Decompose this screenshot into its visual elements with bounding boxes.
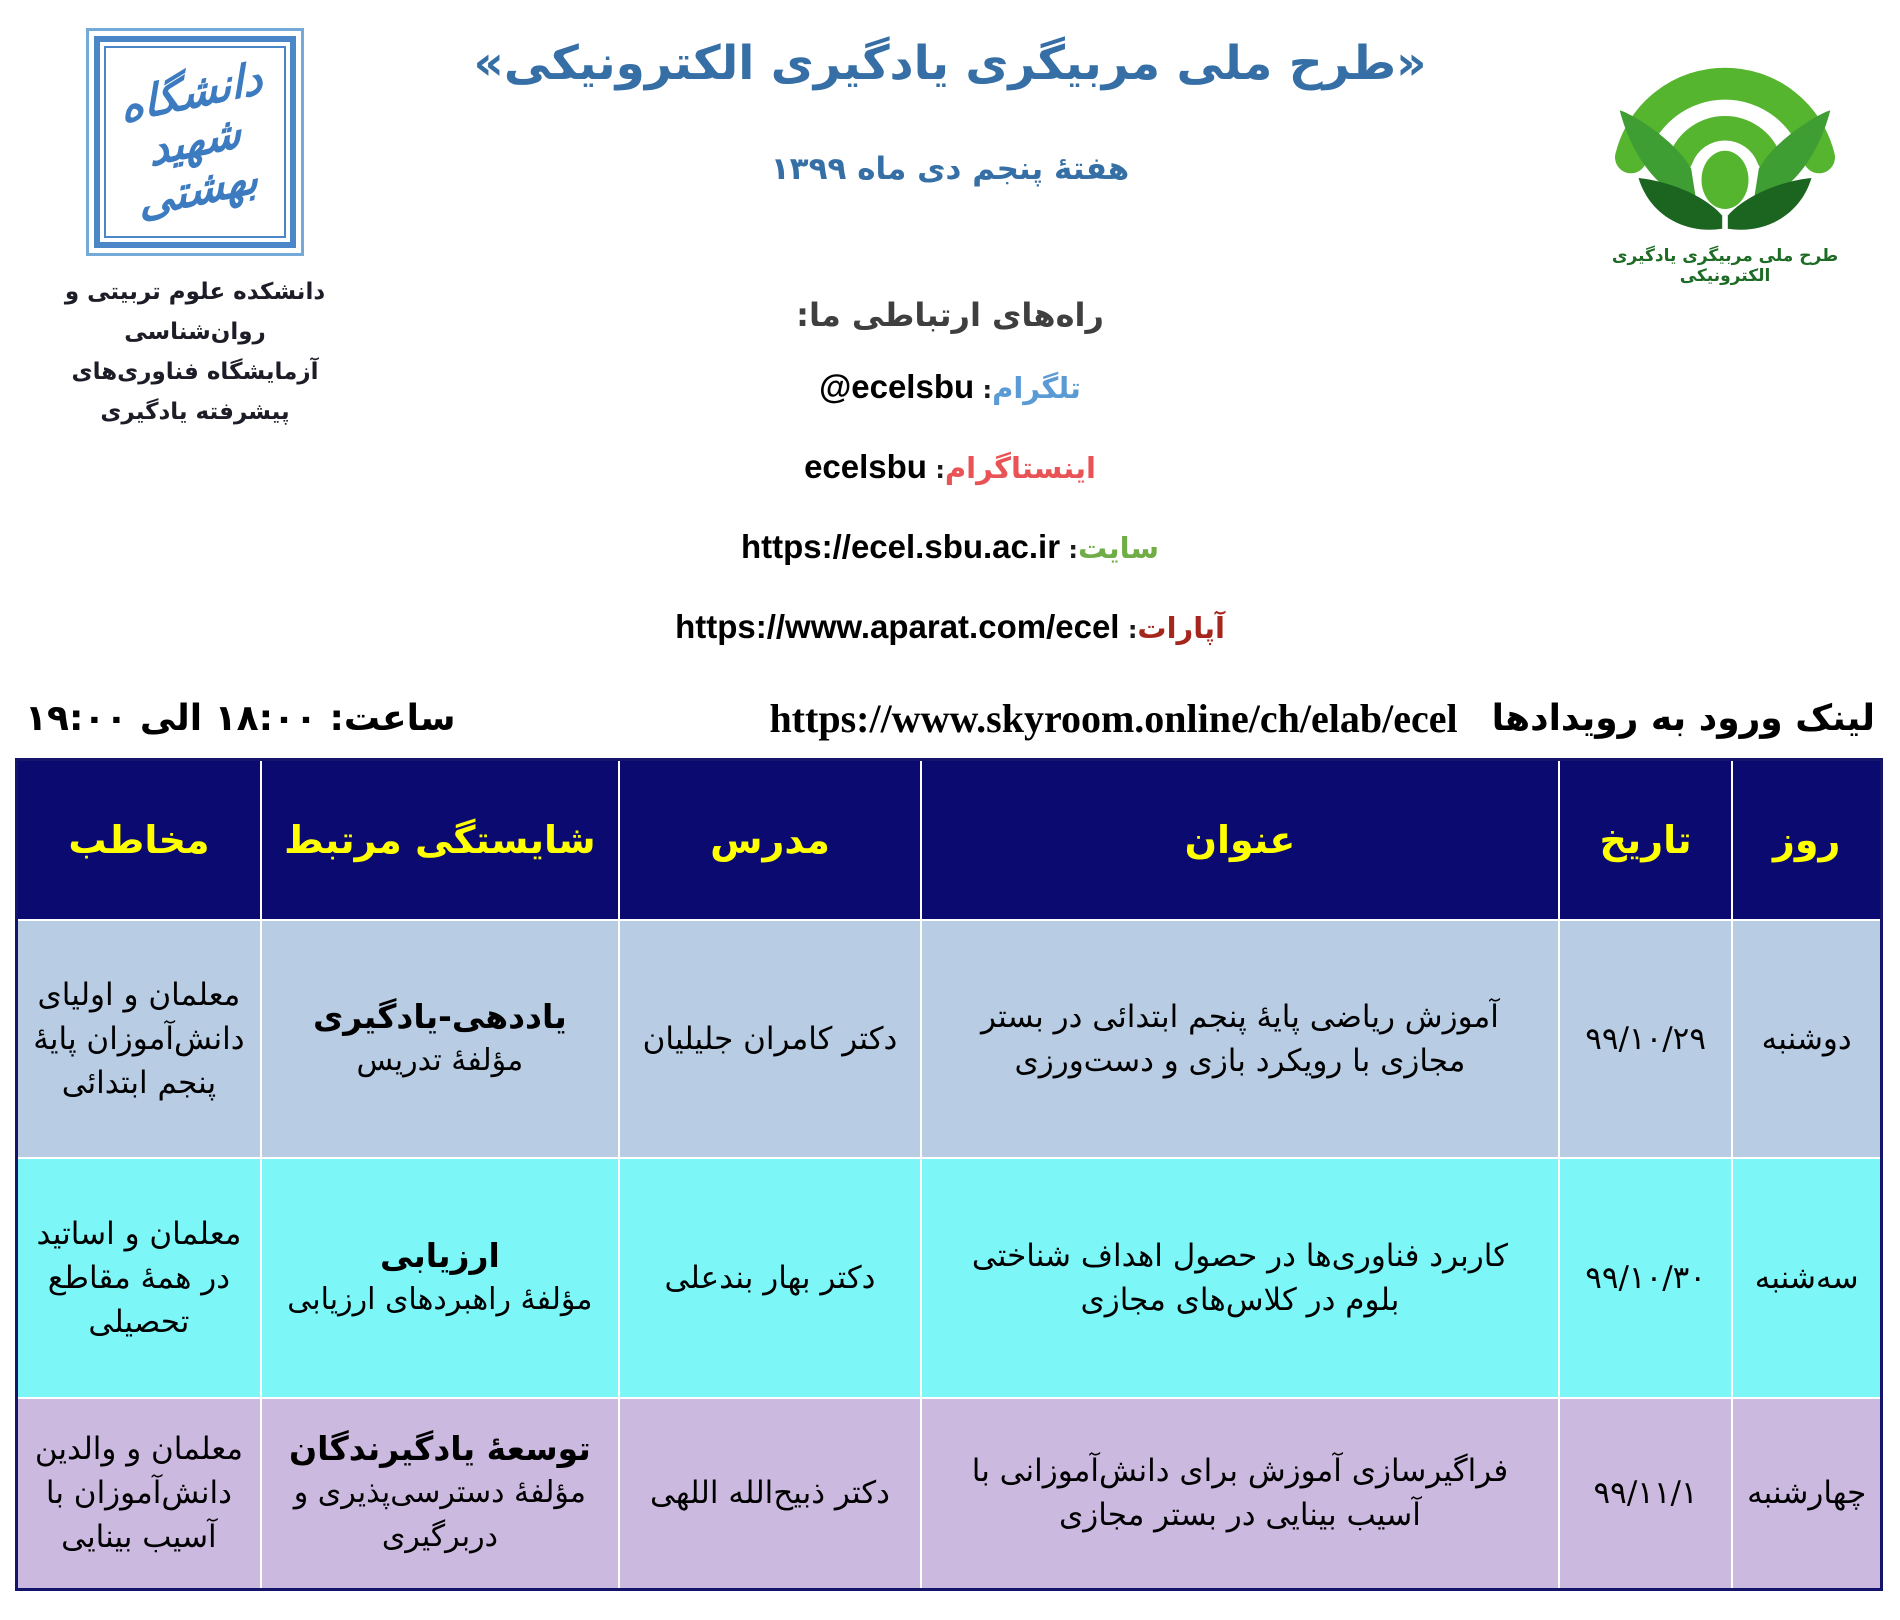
- cell-audience: معلمان و اولیای دانش‌آموزان پایهٔ پنجم ابتدائی: [17, 920, 261, 1158]
- header-title: عنوان: [921, 760, 1559, 920]
- competency-sub: مؤلفهٔ راهبردهای ارزیابی: [287, 1281, 593, 1317]
- cell-date: ۹۹/۱۱/۱: [1559, 1398, 1732, 1590]
- cell-competency: [261, 1158, 619, 1398]
- competency-main: ارزیابی: [379, 1235, 500, 1275]
- instagram-handle[interactable]: ecelsbu: [804, 448, 927, 485]
- website-url[interactable]: https://ecel.sbu.ac.ir: [740, 528, 1061, 565]
- competency-sub: مؤلفهٔ دسترسی‌پذیری و دربرگیری: [293, 1475, 587, 1555]
- poster-title: «طرح ملی مربیگری یادگیری الکترونیکی»: [473, 36, 1427, 91]
- cell-day: دوشنبه: [1732, 920, 1881, 1158]
- table-row: [17, 920, 1882, 1158]
- events-link-url[interactable]: https://www.skyroom.online/ch/elab/ecel: [769, 695, 1458, 741]
- colon: :: [926, 456, 945, 484]
- cell-instructor: دکتر کامران جلیلیان: [619, 920, 921, 1158]
- instagram-label: اینستاگرام: [944, 451, 1096, 485]
- contact-line-telegram: [0, 364, 1900, 413]
- contact-line-website: [0, 524, 1900, 573]
- cell-title: فراگیرسازی آموزش برای دانش‌آموزانی با آسیب بینایی در بستر مجازی: [921, 1398, 1559, 1590]
- cell-title: آموزش ریاضی پایهٔ پنجم ابتدائی در بستر مجازی با رویکرد بازی و دست‌ورزی: [921, 920, 1559, 1158]
- poster-subtitle: هفتهٔ پنجم دی ماه ۱۳۹۹: [770, 151, 1130, 187]
- contact-section: [0, 296, 1900, 684]
- lab-name: آزمایشگاه فناوری‌های پیشرفته یادگیری: [71, 359, 319, 425]
- table-row: [17, 1158, 1882, 1398]
- colon: :: [974, 376, 993, 404]
- cell-competency: [261, 1398, 619, 1590]
- header-instructor: مدرس: [619, 760, 921, 920]
- project-logo-block: [1575, 18, 1875, 286]
- cell-day: چهارشنبه: [1732, 1398, 1881, 1590]
- table-header-row: [17, 760, 1882, 920]
- contact-heading: راه‌های ارتباطی ما:: [796, 296, 1104, 334]
- cell-date: ۹۹/۱۰/۲۹: [1559, 920, 1732, 1158]
- schedule-table: [15, 758, 1883, 1591]
- aparat-label: آپارات: [1137, 611, 1225, 645]
- header-day: روز: [1732, 760, 1881, 920]
- cell-audience: معلمان و والدین دانش‌آموزان با آسیب بینایی: [17, 1398, 261, 1590]
- competency-sub: مؤلفهٔ تدریس: [356, 1042, 524, 1078]
- contact-line-aparat: [0, 604, 1900, 653]
- project-logo-caption: طرح ملی مربیگری یادگیری الکترونیکی: [1611, 246, 1839, 286]
- cell-date: ۹۹/۱۰/۳۰: [1559, 1158, 1732, 1398]
- cell-day: سه‌شنبه: [1732, 1158, 1881, 1398]
- events-bar: [25, 688, 1875, 748]
- colon: :: [1119, 616, 1138, 644]
- header-competency: شایستگی مرتبط: [261, 760, 619, 920]
- colon: :: [1060, 536, 1079, 564]
- header-audience: مخاطب: [17, 760, 261, 920]
- cell-instructor: دکتر ذبیح‌الله اللهی: [619, 1398, 921, 1590]
- competency-main: یاددهی-یادگیری: [312, 996, 567, 1036]
- table-row: [17, 1398, 1882, 1590]
- header-date: تاریخ: [1559, 760, 1732, 920]
- telegram-label: تلگرام: [992, 371, 1081, 405]
- schedule-table-wrap: [15, 758, 1883, 1591]
- events-link-label: لینک ورود به رویدادها: [1491, 697, 1875, 739]
- events-link-group: [769, 695, 1875, 742]
- events-time-label: ساعت: ۱۸:۰۰ الی ۱۹:۰۰: [25, 697, 456, 739]
- aparat-url[interactable]: https://www.aparat.com/ecel: [675, 608, 1120, 645]
- website-label: سایت: [1078, 531, 1160, 565]
- competency-main: توسعهٔ یادگیرندگان: [288, 1429, 591, 1469]
- cell-competency: [261, 920, 619, 1158]
- cell-audience: معلمان و اساتید در همهٔ مقاطع تحصیلی: [17, 1158, 261, 1398]
- cell-title: کاربرد فناوری‌ها در حصول اهداف شناختی بلوم در کلاس‌های مجازی: [921, 1158, 1559, 1398]
- cell-instructor: دکتر بهار بندعلی: [619, 1158, 921, 1398]
- contact-line-instagram: [0, 444, 1900, 493]
- university-seal-text: دانشگاه شهید بهشتی: [119, 52, 264, 229]
- faculty-name: دانشکده علوم تربیتی و روان‌شناسی: [64, 279, 326, 345]
- project-logo-icon: [1584, 18, 1866, 244]
- telegram-handle[interactable]: @ecelsbu: [819, 368, 975, 405]
